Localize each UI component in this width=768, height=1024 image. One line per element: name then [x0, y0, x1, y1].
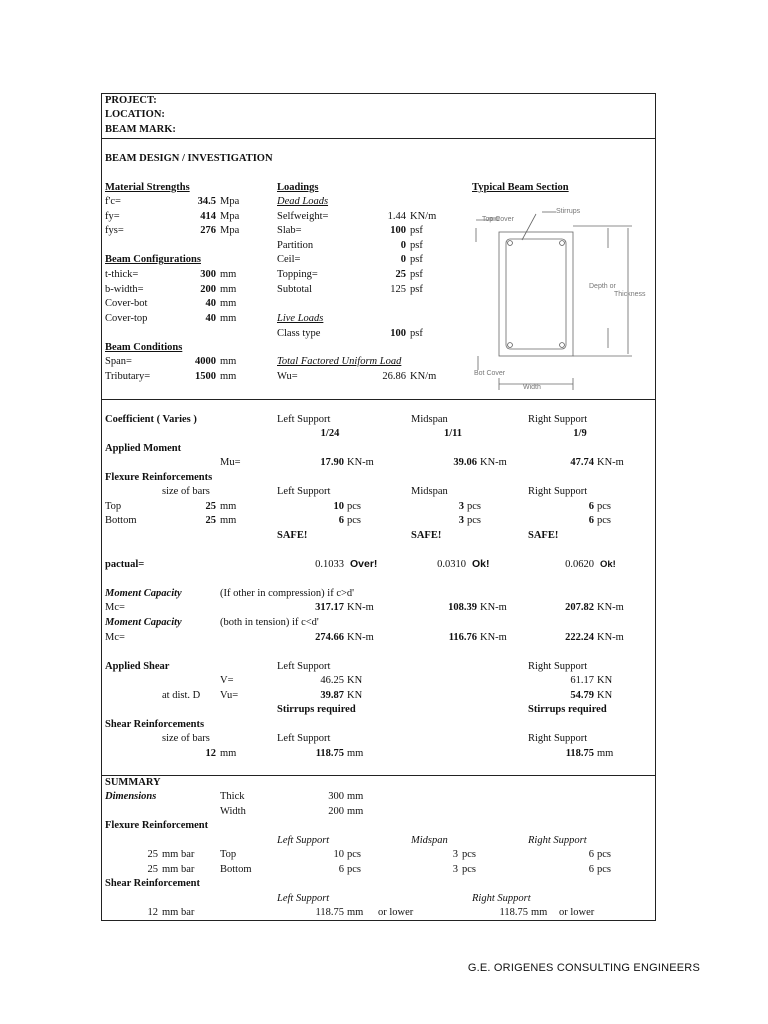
- stirrup-spacing-left: 118.75: [315, 748, 344, 759]
- cover-top-unit: mm: [220, 313, 237, 324]
- loadings-heading: Loadings: [277, 182, 319, 193]
- shear-right-header: Right Support: [528, 661, 588, 672]
- summary-width-value: 200: [328, 806, 344, 817]
- footer-company: G.E. ORIGENES CONSULTING ENGINEERS: [467, 962, 700, 974]
- wu-label: Wu=: [277, 371, 298, 382]
- mc-unit: KN-m: [347, 602, 374, 613]
- v-label: V=: [220, 675, 234, 686]
- applied-shear-heading: Applied Shear: [105, 661, 170, 672]
- beam-outline: [499, 232, 573, 356]
- subtotal-unit: psf: [410, 284, 423, 295]
- config-heading: Beam Configurations: [105, 254, 201, 265]
- pcs-unit: pcs: [597, 864, 611, 875]
- summary-top-mid: 3: [452, 849, 458, 860]
- mm-bar-unit: mm bar: [162, 864, 195, 875]
- slab-label: Slab=: [277, 225, 302, 236]
- span-label: Span=: [105, 356, 132, 367]
- page-title: BEAM DESIGN / INVESTIGATION: [105, 153, 273, 164]
- width-value: 200: [200, 284, 216, 295]
- stirrup-shape: [506, 239, 566, 349]
- stirrup-spacing-right: 118.75: [565, 748, 594, 759]
- summary-width-label: Width: [220, 806, 246, 817]
- location-label: LOCATION:: [105, 109, 165, 120]
- ceil-label: Ceil=: [277, 254, 301, 265]
- conditions-heading: Beam Conditions: [105, 342, 183, 353]
- summary-stirrup-size: 12: [147, 907, 158, 918]
- class-type-unit: psf: [410, 328, 423, 339]
- fy-unit: Mpa: [220, 211, 240, 222]
- width-dim-label: Width: [523, 384, 541, 391]
- summary-dimensions: Dimensions: [105, 791, 157, 802]
- pcs-unit: pcs: [467, 501, 481, 512]
- pcs-unit: pcs: [462, 864, 476, 875]
- divider: [102, 399, 655, 400]
- top-right-pcs: 6: [588, 501, 594, 512]
- partition-value: 0: [400, 240, 406, 251]
- wu-unit: KN/m: [410, 371, 437, 382]
- flexure-right-header: Right Support: [528, 486, 588, 497]
- span-unit: mm: [220, 356, 237, 367]
- kn-unit: KN: [347, 690, 363, 701]
- depth-label-1: Depth or: [589, 283, 616, 290]
- applied-moment-heading: Applied Moment: [105, 443, 182, 454]
- moment-capacity-heading-2: Moment Capacity: [105, 617, 182, 628]
- mc1-mid: 108.39: [448, 602, 477, 613]
- rebar-bottom-right: [560, 343, 565, 348]
- coef-left-header: Left Support: [277, 414, 331, 425]
- mu-left-unit: KN-m: [347, 457, 374, 468]
- selfweight-value: 1.44: [387, 211, 406, 222]
- mc2-left: 274.66: [315, 632, 344, 643]
- tributary-label: Tributary=: [105, 371, 151, 382]
- summary-shear-right-value: 118.75: [499, 907, 528, 918]
- cover-bot-value: 40: [205, 298, 216, 309]
- mm-bar-unit: mm bar: [162, 849, 195, 860]
- summary-thick-value: 300: [328, 791, 344, 802]
- slab-unit: psf: [410, 225, 423, 236]
- mc1-right: 207.82: [565, 602, 594, 613]
- mc-label-1: Mc=: [105, 602, 125, 613]
- flexure-heading: Flexure Reinforcements: [105, 472, 213, 483]
- shear-reinf-left-header: Left Support: [277, 733, 331, 744]
- mc-unit: KN-m: [597, 632, 624, 643]
- fys-label: fys=: [105, 225, 124, 236]
- pactual-left: 0.1033: [315, 559, 344, 570]
- bottom-bars-label: Bottom: [105, 515, 137, 526]
- flexure-left-header: Left Support: [277, 486, 331, 497]
- v-left: 46.25: [320, 675, 344, 686]
- shear-reinforcements-heading: Shear Reinforcements: [105, 719, 205, 730]
- selfweight-label: Selfweight=: [277, 211, 329, 222]
- pcs-unit: pcs: [597, 849, 611, 860]
- top-mid-pcs: 3: [458, 501, 464, 512]
- class-type-label: Class type: [277, 328, 321, 339]
- bottom-mid-pcs: 3: [458, 515, 464, 526]
- tributary-unit: mm: [220, 371, 237, 382]
- mu-left: 17.90: [320, 457, 344, 468]
- fc-value: 34.5: [197, 196, 216, 207]
- bot-cover-label: Bot Cover: [474, 370, 506, 377]
- pactual-mid-status: Ok!: [472, 558, 490, 570]
- safe-left: SAFE!: [277, 530, 308, 541]
- coef-right-header: Right Support: [528, 414, 588, 425]
- topping-value: 25: [395, 269, 406, 280]
- coef-label: Coefficient ( Varies ): [105, 414, 197, 425]
- summary-top-label: Top: [220, 849, 237, 860]
- pactual-right: 0.0620: [565, 559, 594, 570]
- pactual-right-status: Ok!: [600, 559, 616, 570]
- moment-capacity-heading-1: Moment Capacity: [105, 588, 182, 599]
- summary-bottom-mid: 3: [452, 864, 458, 875]
- kn-unit: KN: [347, 675, 363, 686]
- summary-shear-left-value: 118.75: [315, 907, 344, 918]
- pcs-unit: pcs: [347, 501, 361, 512]
- mu-mid-unit: KN-m: [480, 457, 507, 468]
- rebar-top-right: [560, 241, 565, 246]
- cover-bot-label: Cover-bot: [105, 298, 148, 309]
- subtotal-label: Subtotal: [277, 284, 313, 295]
- flexure-size-label: size of bars: [162, 486, 210, 497]
- rebar-bottom-left: [508, 343, 513, 348]
- stirrups-required-right: Stirrups required: [528, 704, 607, 715]
- wu-value: 26.86: [382, 371, 406, 382]
- top-bars-label: Top: [105, 501, 122, 512]
- mc-unit: KN-m: [480, 632, 507, 643]
- summary-bottom-label: Bottom: [220, 864, 252, 875]
- top-left-pcs: 10: [333, 501, 344, 512]
- vu-label: Vu=: [220, 690, 239, 701]
- dead-loads-heading: Dead Loads: [277, 196, 329, 207]
- shear-reinf-right-header: Right Support: [528, 733, 588, 744]
- thick-value: 300: [200, 269, 216, 280]
- safe-right: SAFE!: [528, 530, 559, 541]
- bottom-right-pcs: 6: [588, 515, 594, 526]
- thick-unit: mm: [220, 269, 237, 280]
- top-bar-unit: mm: [220, 501, 237, 512]
- pcs-unit: pcs: [467, 515, 481, 526]
- subtotal-value: 125: [390, 284, 406, 295]
- or-lower-left: or lower: [378, 907, 414, 918]
- summary-heading: SUMMARY: [105, 777, 161, 788]
- mu-label: Mu=: [220, 457, 241, 468]
- shear-size-label: size of bars: [162, 733, 210, 744]
- divider: [102, 138, 655, 139]
- cover-top-label: Cover-top: [105, 313, 148, 324]
- stirrups-label: Stirrups: [556, 208, 581, 215]
- summary-top-left: 10: [333, 849, 344, 860]
- span-value: 4000: [195, 356, 216, 367]
- summary-shear-right-header: Right Support: [472, 893, 531, 904]
- mc-unit: KN-m: [480, 602, 507, 613]
- selfweight-unit: KN/m: [410, 211, 437, 222]
- moment-capacity-note-2: (both in tension) if c<d': [220, 617, 319, 628]
- summary-shear-left-header: Left Support: [277, 893, 330, 904]
- pcs-unit: pcs: [462, 849, 476, 860]
- shear-left-header: Left Support: [277, 661, 331, 672]
- safe-mid: SAFE!: [411, 530, 442, 541]
- coef-left-value: 1/24: [320, 428, 340, 439]
- fc-label: f'c=: [105, 196, 121, 207]
- pcs-unit: pcs: [597, 515, 611, 526]
- mm-unit: mm: [347, 748, 364, 759]
- material-heading: Material Strengths: [105, 182, 190, 193]
- bottom-bar-size: 25: [205, 515, 216, 526]
- summary-top-right: 6: [588, 849, 594, 860]
- depth-label-2: Thickness: [614, 291, 646, 298]
- mm-unit: mm: [347, 791, 364, 802]
- beam-section-diagram: [468, 198, 652, 394]
- slab-value: 100: [390, 225, 406, 236]
- partition-unit: psf: [410, 240, 423, 251]
- partition-label: Partition: [277, 240, 314, 251]
- coef-mid-header: Midspan: [411, 414, 448, 425]
- top-bar-size: 25: [205, 501, 216, 512]
- or-lower-right: or lower: [559, 907, 595, 918]
- pactual-left-status: Over!: [350, 558, 378, 570]
- fy-value: 414: [200, 211, 216, 222]
- tributary-value: 1500: [195, 371, 216, 382]
- summary-bottom-right: 6: [588, 864, 594, 875]
- fy-label: fy=: [105, 211, 120, 222]
- pcs-unit: pcs: [347, 849, 361, 860]
- kn-unit: KN: [597, 675, 613, 686]
- summary-bottom-bar-size: 25: [147, 864, 158, 875]
- pcs-unit: pcs: [597, 501, 611, 512]
- mc1-left: 317.17: [315, 602, 344, 613]
- summary-bottom-left: 6: [338, 864, 344, 875]
- class-type-value: 100: [390, 328, 406, 339]
- factored-load-heading: Total Factored Uniform Load: [277, 356, 402, 367]
- summary-top-bar-size: 25: [147, 849, 158, 860]
- summary-right-header: Right Support: [528, 835, 587, 846]
- kn-unit: KN: [597, 690, 613, 701]
- project-label: PROJECT:: [105, 95, 157, 106]
- fc-unit: Mpa: [220, 196, 240, 207]
- summary-thick-label: Thick: [220, 791, 245, 802]
- coef-right-value: 1/9: [573, 428, 587, 439]
- thick-label: t-thick=: [105, 269, 139, 280]
- rebar-top-left: [508, 241, 513, 246]
- summary-shear-heading: Shear Reinforcement: [105, 878, 200, 889]
- cover-bot-unit: mm: [220, 298, 237, 309]
- mc2-right: 222.24: [565, 632, 594, 643]
- stirrup-size: 12: [205, 748, 216, 759]
- pcs-unit: pcs: [347, 515, 361, 526]
- bottom-bar-unit: mm: [220, 515, 237, 526]
- mc-label-2: Mc=: [105, 632, 125, 643]
- pactual-mid: 0.0310: [437, 559, 466, 570]
- mc-unit: KN-m: [347, 632, 374, 643]
- beam-mark-label: BEAM MARK:: [105, 124, 176, 135]
- width-label: b-width=: [105, 284, 144, 295]
- mu-right-unit: KN-m: [597, 457, 624, 468]
- bottom-left-pcs: 6: [338, 515, 344, 526]
- ceil-unit: psf: [410, 254, 423, 265]
- mm-unit: mm: [347, 907, 364, 918]
- stirrup-size-unit: mm: [220, 748, 237, 759]
- v-right: 61.17: [570, 675, 594, 686]
- pactual-label: pactual=: [105, 559, 145, 570]
- live-loads-heading: Live Loads: [277, 313, 324, 324]
- fys-unit: Mpa: [220, 225, 240, 236]
- moment-capacity-note-1: (If other in compression) if c>d': [220, 588, 355, 599]
- mm-unit: mm: [597, 748, 614, 759]
- ceil-value: 0: [400, 254, 406, 265]
- top-cover-label: Top Cover: [482, 216, 514, 223]
- stirrups-required-left: Stirrups required: [277, 704, 356, 715]
- mm-bar-unit: mm bar: [162, 907, 195, 918]
- at-dist-label: at dist. D: [162, 690, 201, 701]
- mm-unit: mm: [531, 907, 548, 918]
- section-heading: Typical Beam Section: [472, 182, 569, 193]
- coef-mid-value: 1/11: [443, 428, 463, 439]
- summary-flexure-heading: Flexure Reinforcement: [105, 820, 209, 831]
- topping-label: Topping=: [277, 269, 318, 280]
- cover-top-value: 40: [205, 313, 216, 324]
- divider: [102, 775, 655, 776]
- vu-left: 39.87: [320, 690, 344, 701]
- width-unit: mm: [220, 284, 237, 295]
- mu-right: 47.74: [570, 457, 594, 468]
- mc-unit: KN-m: [597, 602, 624, 613]
- topping-unit: psf: [410, 269, 423, 280]
- vu-right: 54.79: [570, 690, 594, 701]
- summary-mid-header: Midspan: [411, 835, 448, 846]
- pcs-unit: pcs: [347, 864, 361, 875]
- fys-value: 276: [200, 225, 216, 236]
- mu-mid: 39.06: [453, 457, 477, 468]
- mm-unit: mm: [347, 806, 364, 817]
- summary-left-header: Left Support: [277, 835, 330, 846]
- mc2-mid: 116.76: [448, 632, 477, 643]
- flexure-mid-header: Midspan: [411, 486, 448, 497]
